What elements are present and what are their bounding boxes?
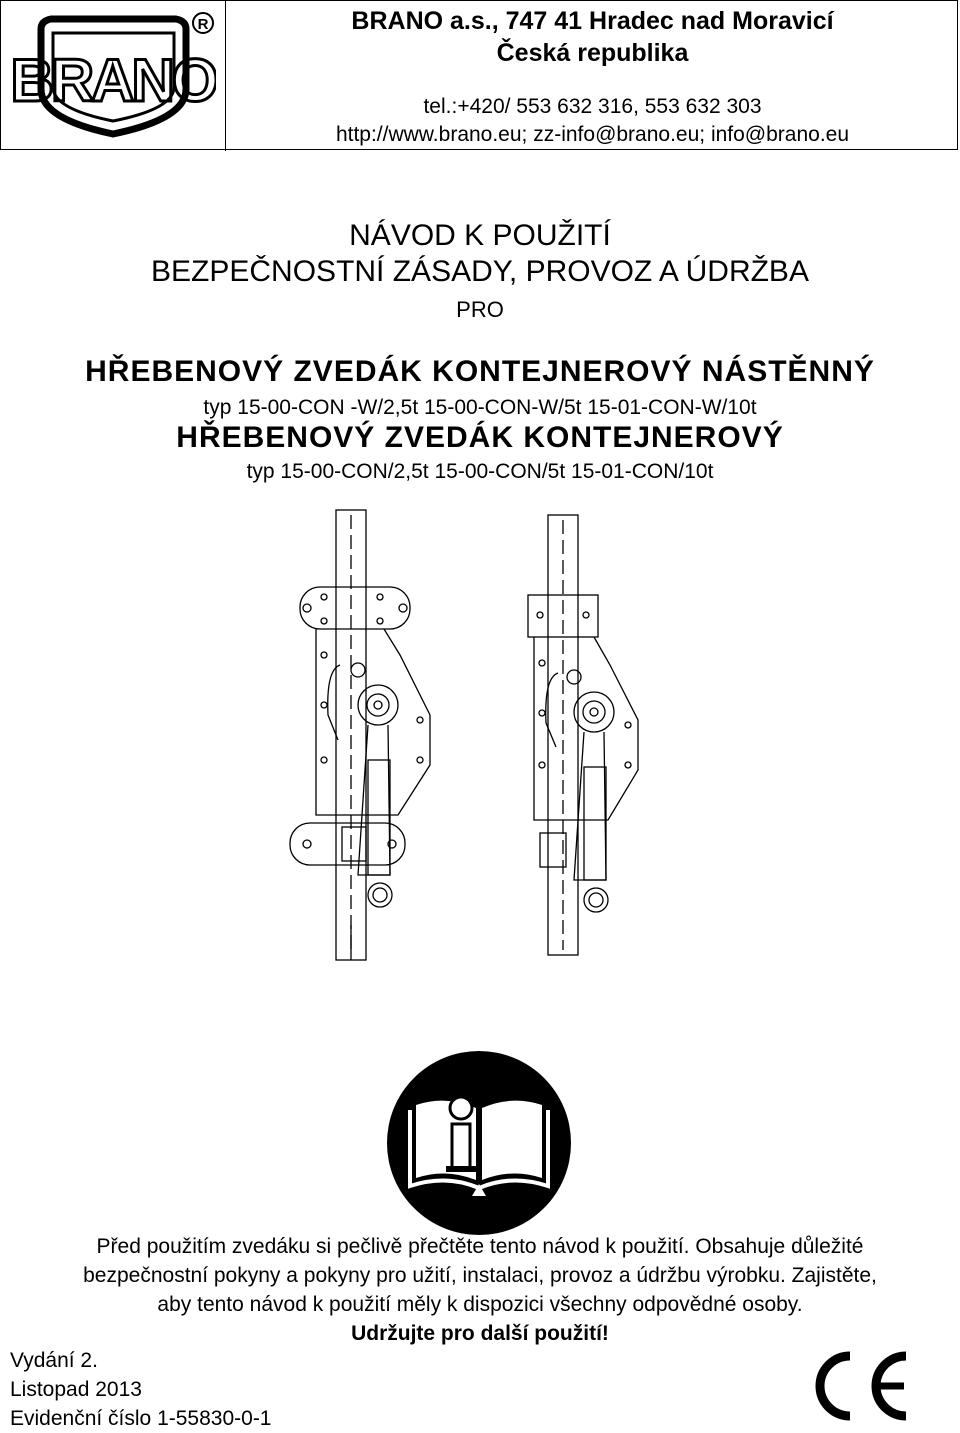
product-types: typ 15-00-CON/2,5t 15-00-CON/5t 15-01-CON/10t	[246, 460, 714, 483]
company-phone: tel.:+420/ 553 632 316, 553 632 303	[423, 95, 762, 118]
jack-drawing-left	[290, 510, 430, 960]
read-manual-icon	[386, 1050, 572, 1236]
ce-mark-icon	[806, 1350, 916, 1422]
jack-drawing-right	[528, 515, 638, 955]
product-name: HŘEBENOVÝ ZVEDÁK KONTEJNEROVÝ	[176, 421, 784, 454]
notice-keep-instruction: Udržujte pro další použití!	[351, 1322, 609, 1345]
edition-date: Listopad 2013	[10, 1378, 142, 1401]
jack-technical-drawing	[280, 505, 680, 965]
logo-text: BRANO	[11, 47, 216, 114]
doc-for: PRO	[456, 297, 504, 322]
doc-subtitle: BEZPEČNOSTNÍ ZÁSADY, PROVOZ A ÚDRŽBA	[151, 255, 809, 288]
company-country: Česká republika	[496, 39, 689, 67]
doc-title: NÁVOD K POUŽITÍ	[349, 219, 611, 252]
product-name-wall: HŘEBENOVÝ ZVEDÁK KONTEJNEROVÝ NÁSTĚNNÝ	[85, 355, 875, 388]
notice-line-1: Před použitím zvedáku si pečlivě přečtěte tento návod k použití. Obsahuje důležité	[96, 1235, 864, 1258]
notice-line-3: aby tento návod k použití měly k dispozici všechny odpovědné osoby.	[157, 1293, 803, 1316]
edition-issue: Vydání 2.	[10, 1349, 98, 1372]
document-header	[0, 0, 958, 150]
brano-logo	[11, 9, 216, 139]
edition-record-number: Evidenční číslo 1-55830-0-1	[10, 1407, 272, 1430]
logo-cell	[1, 1, 226, 151]
company-info	[226, 1, 959, 149]
edition-info	[10, 1346, 272, 1433]
company-web: http://www.brano.eu; zz-info@brano.eu; info@brano.eu	[335, 123, 850, 146]
registered-mark: R	[197, 16, 209, 33]
product-types-wall: typ 15-00-CON -W/2,5t 15-00-CON-W/5t 15-01-CON-W/10t	[203, 396, 757, 419]
notice-line-2: bezpečnostní pokyny a pokyny pro užití, instalaci, provoz a údržbu výrobku. Zajistěte,	[83, 1264, 877, 1287]
company-name: BRANO a.s., 747 41 Hradec nad Moravicí	[351, 7, 834, 35]
safety-notice	[0, 1232, 960, 1348]
